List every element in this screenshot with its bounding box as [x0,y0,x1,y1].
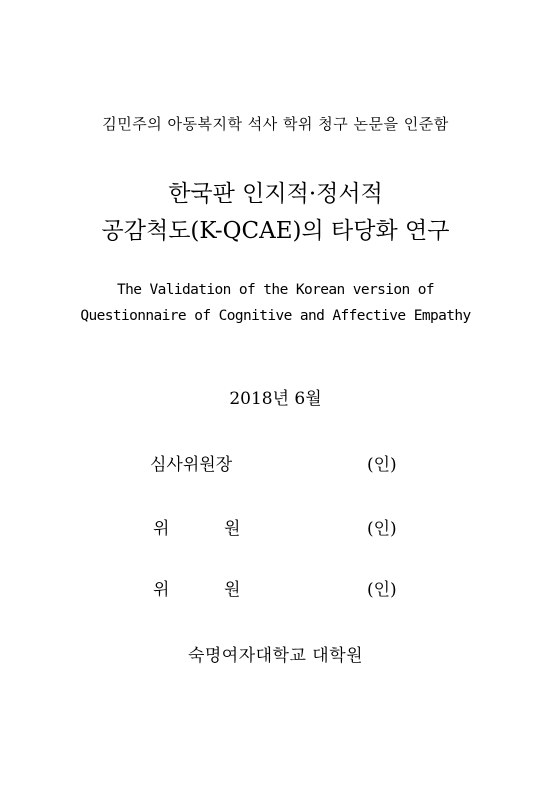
committee-member-2-label-part1: 위 [153,580,170,600]
korean-title-line-1: 한국판 인지적·정서적 [168,181,383,207]
committee-chair-seal: (인) [367,455,397,475]
institution-name: 숙명여자대학교 대학원 [187,646,364,666]
committee-member-1-seal: (인) [367,519,397,539]
approval-statement: 김민주의 아동복지학 석사 학위 청구 논문을 인준함 [102,115,449,133]
english-title-line-1: The Validation of the Korean version of [116,282,435,298]
korean-title-line-2: 공감척도(K-QCAE)의 타당화 연구 [101,218,450,244]
committee-member-1-label-part1: 위 [153,519,170,539]
approval-date: 2018년 6월 [229,389,322,409]
committee-chair-label: 심사위원장 [150,455,233,475]
committee-member-2-label-part2: 원 [224,580,241,600]
committee-member-2-seal: (인) [367,580,397,600]
english-title-line-2: Questionnaire of Cognitive and Affective Empathy [80,308,471,324]
committee-member-1-label-part2: 원 [224,519,241,539]
